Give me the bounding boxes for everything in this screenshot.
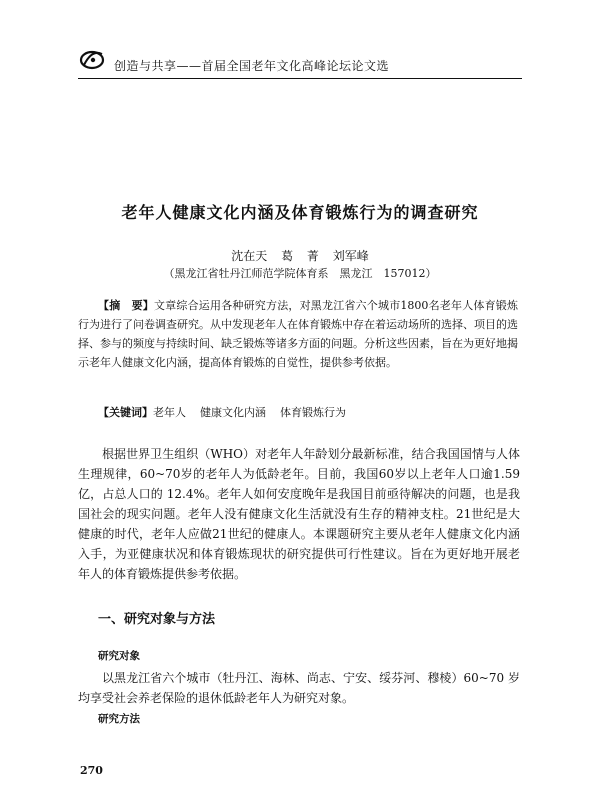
- keyword-item: 老年人: [153, 406, 186, 419]
- abstract-text: 文章综合运用各种研究方法，对黑龙江省六个城市1800名老年人体育锻炼行为进行了问卷调查研究。从中发现老年人在体育锻炼中存在着运动场所的选择、项目的选择、参与的频度与持续时间、缺乏锻炼等诸多方面的问题。分析这些因素，旨在为更好地揭示老年人健康文化内涵，提高体育锻炼的自觉性，提供参考依据。: [78, 299, 518, 369]
- abstract-block: [78, 296, 518, 372]
- series-title: 创造与共享——首届全国老年文化高峰论坛论文选: [114, 59, 390, 73]
- keywords-label: 【关键词】: [98, 406, 153, 419]
- section-heading: 一、研究对象与方法: [98, 612, 216, 627]
- publication-logo-icon: [78, 45, 108, 73]
- subsection-heading-subjects: 研究对象: [98, 650, 140, 662]
- abstract-label: 【摘 要】: [98, 299, 154, 312]
- intro-paragraph: 根据世界卫生组织（WHO）对老年人年龄划分最新标准，结合我国国情与人体生理规律，60~70岁的老年人为低龄老年。目前，我国60岁以上老年人口逾1.59亿，占总人口的 12.4%。老年人如何安度晚年是我国目前亟待解决的问题，也是我国社会的现实问题。老年人没有健康文化生活就没有生存的精神支柱。21世纪是大健康的时代，老年人应做21世纪的健康人。本课题研究主要从老年人健康文化内涵入手，为亚健康状况和体育锻炼现状的研究提供可行性建议。旨在为更好地开展老年人的体育锻炼提供参考依据。: [78, 447, 520, 581]
- keywords-block: [98, 404, 360, 420]
- subsection-heading-methods: 研究方法: [98, 713, 140, 725]
- keyword-item: 健康文化内涵: [200, 406, 266, 419]
- paper-affiliation: （黑龙江省牡丹江师范学院体育系 黑龙江 157012）: [163, 267, 437, 280]
- subjects-paragraph: 以黑龙江省六个城市（牡丹江、海林、尚志、宁安、绥芬河、穆棱）60~70 岁均享受社会养老保险的退休低龄老年人为研究对象。: [78, 671, 520, 705]
- keyword-item: 体育锻炼行为: [280, 406, 346, 419]
- paper-title: 老年人健康文化内涵及体育锻炼行为的调查研究: [121, 203, 479, 222]
- header-divider: [78, 78, 522, 79]
- page-number: 270: [80, 764, 103, 777]
- paper-authors: 沈在天 葛 菁 刘军峰: [231, 249, 369, 263]
- subjects-paragraph-block: [78, 668, 520, 708]
- intro-paragraph-block: [78, 444, 520, 584]
